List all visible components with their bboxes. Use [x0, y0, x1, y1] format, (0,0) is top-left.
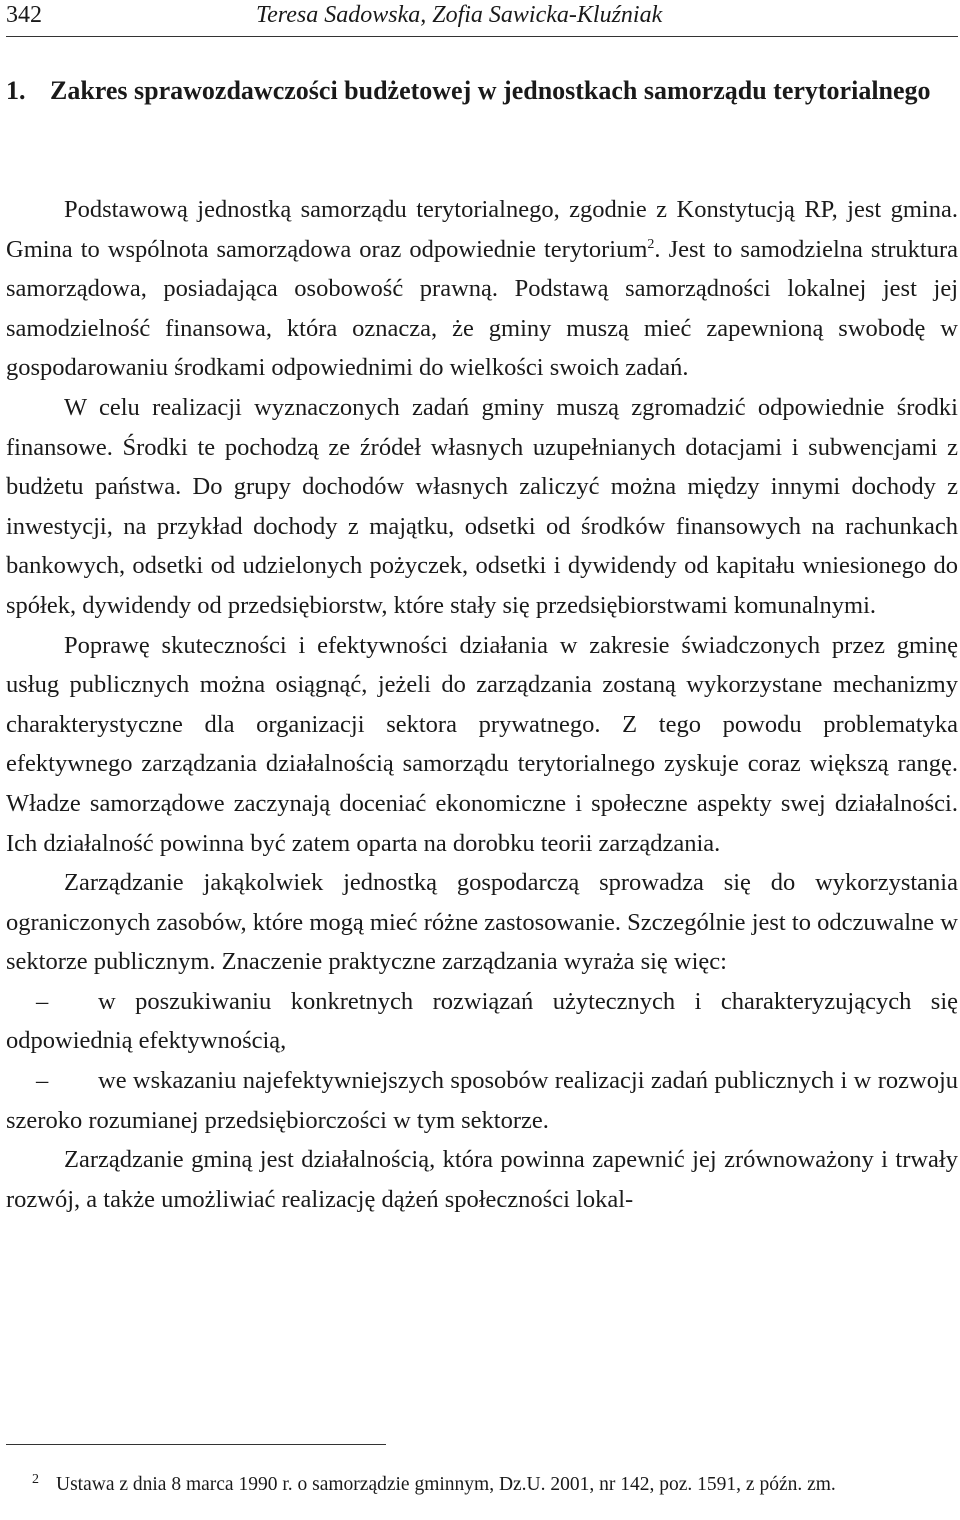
body-text — [6, 190, 958, 1219]
header-divider — [6, 36, 958, 37]
page-number: 342 — [6, 2, 42, 28]
list-dash: – — [36, 1067, 49, 1095]
section-heading — [6, 70, 958, 112]
paragraph: Poprawę skuteczności i efektywności działania w zakresie świadczonych przez gminę usług publicznych można osiągnąć, jeżeli do zarządzania zostaną wykorzystane mechanizmy charakterystyczne dla organizacji sektora prywatnego. Z tego powodu problematyka efektywnego zarządzania działalnością samorządu terytorialnego zyskuje coraz większą rangę. Władze samorządowe zaczynają doceniać ekonomiczne i społeczne aspekty swej działalności. Ich działalność powinna być zatem oparta na dorobku teorii zarządzania. — [6, 631, 958, 857]
paragraph: Zarządzanie jakąkolwiek jednostką gospodarczą sprowadza się do wykorzystania ograniczonych zasobów, które mogą mieć różne zastosowanie. Szczególnie jest to odczuwalne w sektorze publicznym. Znaczenie praktyczne zarządzania wyraża się więc: — [6, 869, 958, 976]
footnote-divider — [6, 1444, 386, 1445]
list-item — [6, 982, 958, 1061]
footnote: 2 Ustawa z dnia 8 marca 1990 r. o samorządzie gminnym, Dz.U. 2001, nr 142, poz. 1591, z późn. zm. — [32, 1471, 836, 1495]
paragraph: Zarządzanie gminą jest działalnością, która powinna zapewnić jej zrównoważony i trwały rozwój, a także umożliwiać realizację dążeń społeczności lokal- — [6, 1146, 958, 1213]
document-page — [6, 0, 958, 1495]
running-header — [6, 0, 958, 34]
paragraph — [6, 190, 958, 388]
footnote-reference: 2 — [647, 236, 655, 252]
list-item-text: we wskazaniu najefektywniejszych sposobów realizacji zadań publicznych i w rozwoju szeroko rozumianej przedsiębiorczości w tym sektorze. — [6, 1067, 958, 1134]
section-title-text: Zakres sprawozdawczości budżetowej w jednostkach samorządu terytorialnego — [50, 76, 931, 105]
list-item — [6, 1061, 958, 1140]
paragraph-text: . Jest to samodzielna struktura samorządowa, posiadająca osobowość prawną. Podstawą samorządności lokalnej jest jej samodzielność finansowa, która oznacza, że gminy muszą mieć zapewnioną swobodę w gospodarowaniu środkami odpowiednimi do wielkości swoich zadań. — [6, 235, 958, 382]
list-item-text: w poszukiwaniu konkretnych rozwiązań użytecznych i charakteryzujących się odpowiednią efektywnością, — [6, 987, 958, 1055]
paragraph-text: Podstawową jednostką samorządu terytorialnego, zgodnie z Konstytucją RP, jest gmina. Gmina to wspólnota samorządowa oraz odpowiednie terytorium — [6, 196, 958, 263]
paragraph: W celu realizacji wyznaczonych zadań gminy muszą zgromadzić odpowiednie środki finansowe. Środki te pochodzą ze źródeł własnych uzupełnianych dotacjami i subwencjami z budżetu państwa. Do grupy dochodów własnych zaliczyć można między innymi dochody z inwestycji, na przykład dochody z majątku, odsetki od środków finansowych na rachunkach bankowych, odsetki od udzielonych pożyczek, odsetki i dywidendy od kapitału wniesionego do spółek, dywidendy od przedsiębiorstw, które stały się przedsiębiorstwami komunalnymi. — [6, 393, 958, 619]
running-header-authors: Teresa Sadowska, Zofia Sawicka-Kluźniak — [256, 2, 663, 28]
footnote-text: Ustawa z dnia 8 marca 1990 r. o samorządzie gminnym, Dz.U. 2001, nr 142, poz. 1591, z późn. zm. — [56, 1474, 836, 1495]
list-dash: – — [36, 987, 49, 1015]
section-number: 1. — [6, 76, 26, 105]
